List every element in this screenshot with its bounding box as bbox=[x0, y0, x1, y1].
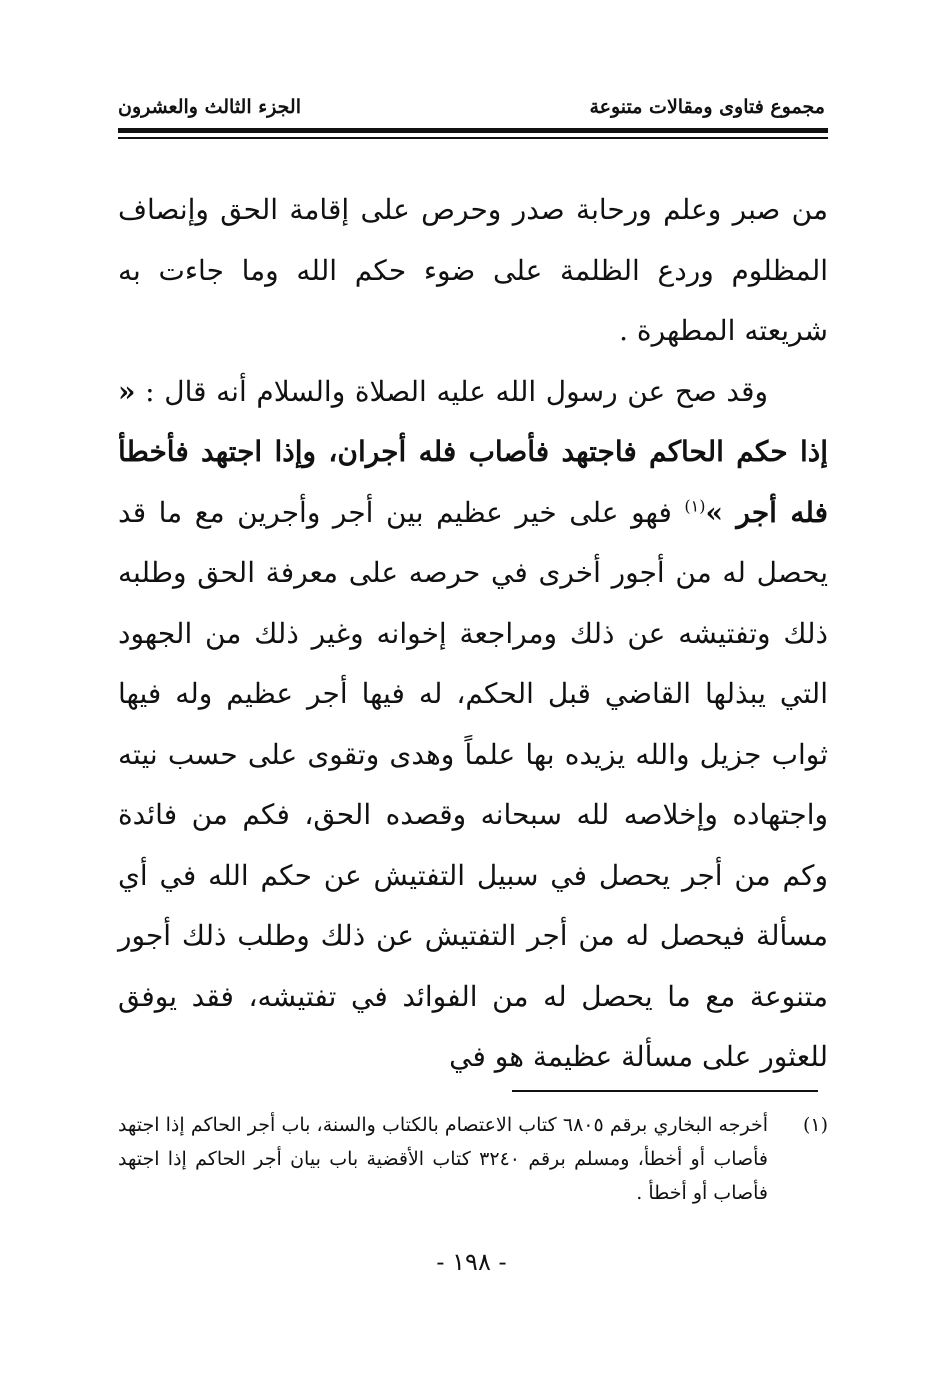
footnote-text: أخرجه البخاري برقم ٦٨٠٥ كتاب الاعتصام بالكتاب والسنة، باب أجر الحاكم إذا اجتهد فأصاب أو أخطأ، ومسلم برقم ٣٢٤٠ كتاب الأقضية باب بيان أجر الحاكم إذا اجتهد فأصاب أو أخطأ . bbox=[118, 1114, 769, 1204]
header-rule-thin bbox=[118, 137, 828, 139]
footnote bbox=[118, 1108, 828, 1210]
footnote-marker[interactable]: (١) bbox=[684, 496, 706, 516]
paragraph-2-body: فهو على خير عظيم بين أجر وأجرين مع ما قد يحصل له من أجور أخرى في حرصه على معرفة الحق وطلبه ذلك وتفتيشه عن ذلك ومراجعة إخوانه وغير ذلك من الجهود التي يبذلها القاضي قبل الحكم، له فيها أجر عظيم وله فيها ثواب جزيل والله يزيده بها علماً وهدى وتقوى على حسب نيته واجتهاده وإخلاصه لله سبحانه وقصده الحق، فكم من فائدة وكم من أجر يحصل في سبيل التفتيش عن حكم الله في أي مسألة فيحصل له من أجر التفتيش عن ذلك وطلب ذلك أجور متنوعة مع ما يحصل له من الفوائد في تفتيشه، فقد يوفق للعثور على مسألة عظيمة هو في bbox=[118, 495, 828, 1073]
footnote-separator bbox=[512, 1090, 818, 1092]
paragraph-1: من صبر وعلم ورحابة صدر وحرص على إقامة الحق وإنصاف المظلوم وردع الظلمة على ضوء حكم الله وما جاءت به شريعته المطهرة . bbox=[118, 193, 828, 347]
running-header-volume: الجزء الثالث والعشرون bbox=[118, 96, 301, 118]
paragraph-2 bbox=[118, 362, 828, 1088]
main-text bbox=[118, 180, 828, 1088]
paragraph-2-intro: وقد صح عن رسول الله عليه الصلاة والسلام أنه قال : bbox=[145, 374, 768, 408]
footnote-number: (١) bbox=[802, 1114, 828, 1136]
running-header-title: مجموع فتاوى ومقالات متنوعة bbox=[589, 96, 825, 118]
hadith-quote: « إذا حكم الحاكم فاجتهد فأصاب فله أجران، وإذا اجتهد فأخطأ فله أجر » bbox=[118, 374, 828, 529]
page-number: - ١٩٨ - bbox=[436, 1248, 507, 1276]
header-rule-thick bbox=[118, 128, 828, 133]
